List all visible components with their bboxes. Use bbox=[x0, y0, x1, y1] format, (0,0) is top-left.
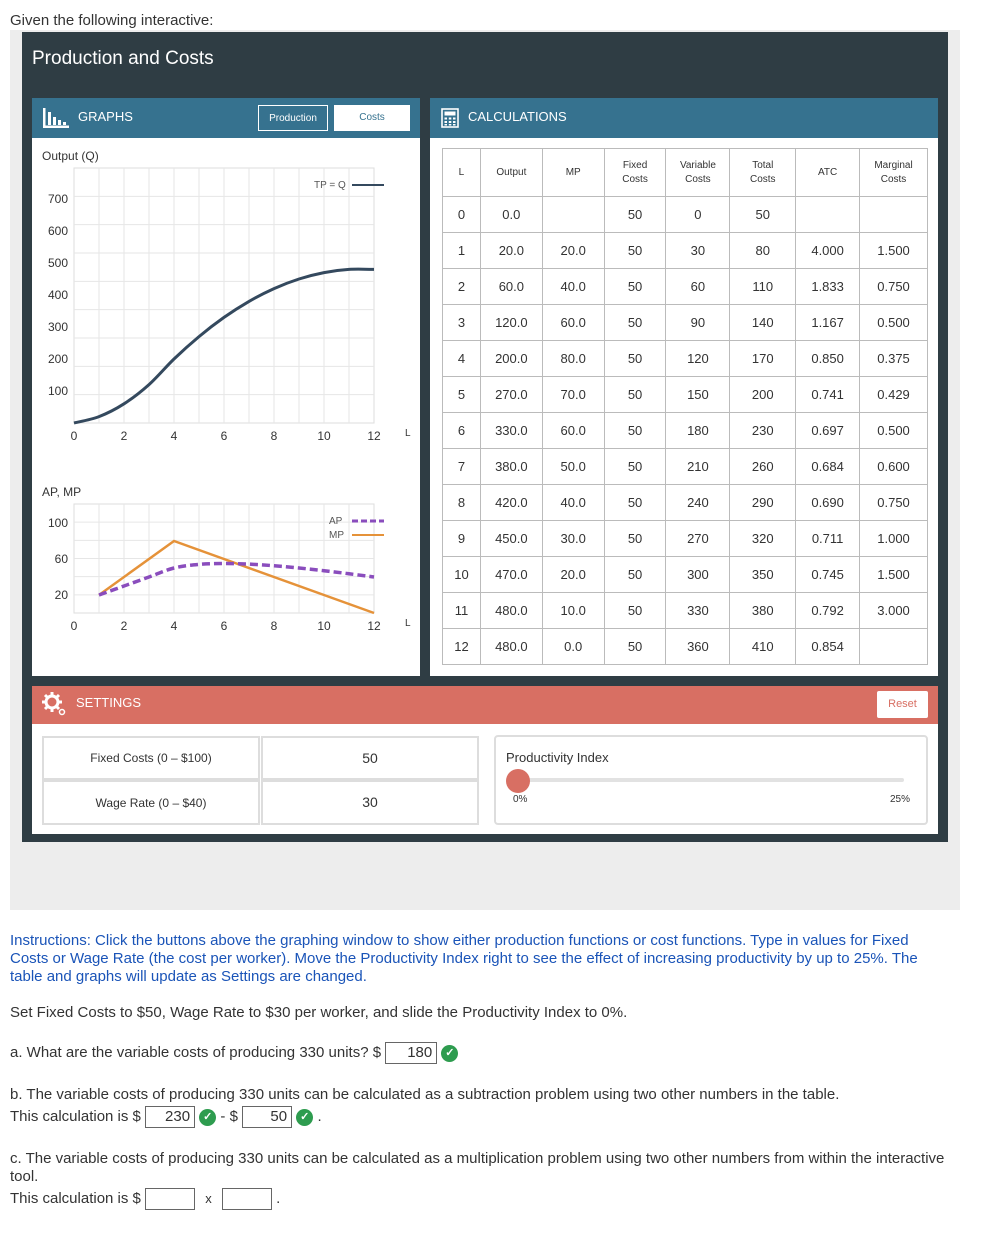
tp-y-ticks bbox=[48, 192, 68, 398]
table-cell: 30 bbox=[666, 233, 730, 269]
productivity-slider-track[interactable] bbox=[506, 778, 904, 782]
ap-curve bbox=[99, 563, 374, 595]
table-row bbox=[443, 557, 928, 593]
table-cell: 0.741 bbox=[796, 377, 860, 413]
table-cell: 120.0 bbox=[480, 305, 542, 341]
table-cell: 50 bbox=[604, 629, 666, 665]
table-cell: 1.000 bbox=[860, 521, 928, 557]
table-cell: 140 bbox=[730, 305, 796, 341]
table-cell: 50 bbox=[604, 197, 666, 233]
apmp-y-ticks bbox=[48, 516, 68, 602]
table-cell: 410 bbox=[730, 629, 796, 665]
table-row bbox=[443, 305, 928, 341]
table-cell: 40.0 bbox=[542, 269, 604, 305]
reset-button[interactable]: Reset bbox=[877, 691, 928, 718]
apmp-x-ticks bbox=[71, 619, 381, 633]
y-tick-label: 20 bbox=[54, 588, 68, 602]
table-row bbox=[443, 485, 928, 521]
table-cell: 150 bbox=[666, 377, 730, 413]
x-tick-label: 0 bbox=[70, 619, 78, 633]
question-c bbox=[10, 1188, 280, 1210]
table-cell: 240 bbox=[666, 485, 730, 521]
table-cell: 20.0 bbox=[480, 233, 542, 269]
tp-x-axis-label: L bbox=[405, 428, 411, 439]
table-cell: 270 bbox=[666, 521, 730, 557]
table-cell: 0 bbox=[443, 197, 481, 233]
table-cell: 0.792 bbox=[796, 593, 860, 629]
productivity-label: Productivity Index bbox=[506, 750, 609, 765]
table-cell: 330.0 bbox=[480, 413, 542, 449]
table-cell: 180 bbox=[666, 413, 730, 449]
table-cell: 50.0 bbox=[542, 449, 604, 485]
table-cell: 360 bbox=[666, 629, 730, 665]
table-cell: 0.684 bbox=[796, 449, 860, 485]
table-cell: 50 bbox=[604, 305, 666, 341]
production-toggle[interactable]: Production bbox=[258, 105, 328, 131]
wage-rate-label: Wage Rate (0 – $40) bbox=[95, 796, 207, 810]
table-cell: 200.0 bbox=[480, 341, 542, 377]
table-cell bbox=[860, 629, 928, 665]
x-tick-label: 10 bbox=[317, 429, 331, 443]
table-cell: 230 bbox=[730, 413, 796, 449]
table-cell: 0.690 bbox=[796, 485, 860, 521]
question-c-text: c. The variable costs of producing 330 units can be calculated as a multiplication problem using two other numbers from within the interactive tool. bbox=[10, 1150, 945, 1185]
table-cell: 80.0 bbox=[542, 341, 604, 377]
table-row bbox=[443, 629, 928, 665]
table-row bbox=[443, 197, 928, 233]
table-cell: 5 bbox=[443, 377, 481, 413]
table-cell: 0.0 bbox=[480, 197, 542, 233]
minus-sign: - $ bbox=[220, 1107, 238, 1125]
table-cell: 200 bbox=[730, 377, 796, 413]
productivity-slider-thumb[interactable] bbox=[506, 769, 530, 793]
checkmark-icon: ✓ bbox=[441, 1045, 458, 1062]
tp-grid bbox=[74, 168, 374, 423]
calc-table bbox=[442, 148, 928, 665]
checkmark-icon: ✓ bbox=[199, 1109, 216, 1126]
table-row bbox=[443, 233, 928, 269]
graphs-area bbox=[32, 138, 420, 676]
table-cell: 50 bbox=[604, 269, 666, 305]
table-header-cell: MP bbox=[542, 149, 604, 197]
table-cell: 80 bbox=[730, 233, 796, 269]
checkmark-icon: ✓ bbox=[296, 1109, 313, 1126]
table-cell: 12 bbox=[443, 629, 481, 665]
table-header-cell: ATC bbox=[796, 149, 860, 197]
x-tick-label: 2 bbox=[120, 619, 128, 633]
tp-y-axis-label: Output (Q) bbox=[42, 149, 99, 163]
table-cell: 0.375 bbox=[860, 341, 928, 377]
x-tick-label: 4 bbox=[170, 429, 178, 443]
x-tick-label: 8 bbox=[270, 619, 278, 633]
table-row bbox=[443, 521, 928, 557]
table-cell: 480.0 bbox=[480, 593, 542, 629]
table-cell: 6 bbox=[443, 413, 481, 449]
wage-rate-input[interactable]: 30 bbox=[261, 780, 479, 825]
instructions: Instructions: Click the buttons above the graphing window to show either production functions or cost functions. Type in values for Fixed Costs or Wage Rate (the cost per worker). Move the Productivity Index right to see the effect of increasing productivity by up to 25%. The table and graphs will update as Settings are changed. bbox=[10, 932, 918, 985]
y-tick-label: 500 bbox=[47, 256, 68, 270]
table-header-row bbox=[443, 149, 928, 197]
table-cell: 8 bbox=[443, 485, 481, 521]
table-cell: 1.500 bbox=[860, 233, 928, 269]
calculator-icon bbox=[441, 108, 459, 128]
table-cell: 380.0 bbox=[480, 449, 542, 485]
table-cell bbox=[542, 197, 604, 233]
table-header-cell: Total Costs bbox=[730, 149, 796, 197]
y-tick-label: 100 bbox=[47, 384, 68, 398]
y-tick-label: 200 bbox=[47, 352, 68, 366]
productivity-max: 25% bbox=[890, 794, 911, 805]
y-tick-label: 100 bbox=[47, 516, 68, 530]
x-tick-label: 12 bbox=[367, 619, 381, 633]
table-cell: 380 bbox=[730, 593, 796, 629]
table-cell: 50 bbox=[604, 521, 666, 557]
question-a bbox=[10, 1042, 458, 1064]
table-header-cell: Variable Costs bbox=[666, 149, 730, 197]
table-cell: 50 bbox=[604, 557, 666, 593]
table-cell: 0.854 bbox=[796, 629, 860, 665]
answer-c2-input[interactable] bbox=[222, 1188, 272, 1210]
table-cell: 1 bbox=[443, 233, 481, 269]
fixed-costs-label: Fixed Costs (0 – $100) bbox=[90, 751, 212, 765]
table-cell: 4 bbox=[443, 341, 481, 377]
bar-chart-icon bbox=[42, 107, 70, 129]
table-cell bbox=[860, 197, 928, 233]
table-cell: 0.750 bbox=[860, 485, 928, 521]
table-cell: 0.711 bbox=[796, 521, 860, 557]
table-cell: 50 bbox=[604, 593, 666, 629]
table-cell: 50 bbox=[604, 485, 666, 521]
table-cell: 270.0 bbox=[480, 377, 542, 413]
table-header-cell: Output bbox=[480, 149, 542, 197]
table-row bbox=[443, 593, 928, 629]
table-cell: 11 bbox=[443, 593, 481, 629]
table-cell bbox=[796, 197, 860, 233]
table-cell: 30.0 bbox=[542, 521, 604, 557]
table-cell: 1.833 bbox=[796, 269, 860, 305]
intro-text: Given the following interactive: bbox=[10, 12, 214, 29]
table-cell: 90 bbox=[666, 305, 730, 341]
settings-header bbox=[32, 686, 938, 724]
table-cell: 7 bbox=[443, 449, 481, 485]
apmp-y-axis-label: AP, MP bbox=[42, 485, 82, 499]
table-cell: 60.0 bbox=[542, 305, 604, 341]
productivity-min: 0% bbox=[513, 794, 528, 805]
table-cell: 20.0 bbox=[542, 557, 604, 593]
gear-icon bbox=[41, 691, 67, 717]
table-cell: 60.0 bbox=[542, 413, 604, 449]
question-b-end: . bbox=[317, 1107, 322, 1125]
table-cell: 0.429 bbox=[860, 377, 928, 413]
table-cell: 10.0 bbox=[542, 593, 604, 629]
table-cell: 9 bbox=[443, 521, 481, 557]
setup-text: Set Fixed Costs to $50, Wage Rate to $30 per worker, and slide the Productivity Index to 0%. bbox=[10, 1004, 628, 1021]
table-cell: 50 bbox=[604, 233, 666, 269]
apmp-legend bbox=[329, 516, 384, 541]
table-cell: 320 bbox=[730, 521, 796, 557]
table-row bbox=[443, 449, 928, 485]
app-title: Production and Costs bbox=[32, 48, 214, 69]
x-tick-label: 10 bbox=[317, 619, 331, 633]
answer-a-input[interactable]: 180 bbox=[385, 1042, 437, 1064]
table-cell: 0.697 bbox=[796, 413, 860, 449]
table-cell: 110 bbox=[730, 269, 796, 305]
legend-mp-label: MP bbox=[329, 530, 344, 541]
table-cell: 0.500 bbox=[860, 305, 928, 341]
y-tick-label: 700 bbox=[47, 192, 68, 206]
table-cell: 470.0 bbox=[480, 557, 542, 593]
apmp-x-axis-label: L bbox=[405, 618, 411, 629]
table-cell: 210 bbox=[666, 449, 730, 485]
table-cell: 420.0 bbox=[480, 485, 542, 521]
table-header-cell: L bbox=[443, 149, 481, 197]
table-body bbox=[443, 197, 928, 665]
table-header-cell: Fixed Costs bbox=[604, 149, 666, 197]
table-cell: 50 bbox=[604, 341, 666, 377]
table-cell: 350 bbox=[730, 557, 796, 593]
x-tick-label: 8 bbox=[270, 429, 278, 443]
table-cell: 0 bbox=[666, 197, 730, 233]
y-tick-label: 60 bbox=[54, 552, 68, 566]
table-cell: 480.0 bbox=[480, 629, 542, 665]
table-cell: 0.750 bbox=[860, 269, 928, 305]
table-cell: 50 bbox=[730, 197, 796, 233]
table-cell: 60.0 bbox=[480, 269, 542, 305]
table-cell: 60 bbox=[666, 269, 730, 305]
question-a-text: a. What are the variable costs of producing 330 units? $ bbox=[10, 1043, 382, 1061]
table-cell: 330 bbox=[666, 593, 730, 629]
x-tick-label: 12 bbox=[367, 429, 381, 443]
costs-toggle[interactable]: Costs bbox=[334, 105, 410, 131]
question-b-text: b. The variable costs of producing 330 units can be calculated as a subtraction problem using two other numbers in the table. bbox=[10, 1086, 840, 1103]
x-tick-label: 6 bbox=[220, 429, 228, 443]
legend-ap-label: AP bbox=[329, 516, 343, 527]
question-b-lead: This calculation is $ bbox=[10, 1107, 141, 1125]
question-b bbox=[10, 1106, 322, 1128]
table-row bbox=[443, 377, 928, 413]
table-cell: 170 bbox=[730, 341, 796, 377]
table-cell: 10 bbox=[443, 557, 481, 593]
table-cell: 260 bbox=[730, 449, 796, 485]
fixed-costs-input[interactable]: 50 bbox=[261, 736, 479, 780]
graphs-header bbox=[32, 98, 420, 138]
legend-tp-label: TP = Q bbox=[314, 180, 346, 191]
table-cell: 50 bbox=[604, 413, 666, 449]
question-c-lead: This calculation is $ bbox=[10, 1189, 141, 1207]
table-cell: 0.500 bbox=[860, 413, 928, 449]
table-cell: 70.0 bbox=[542, 377, 604, 413]
table-cell: 0.745 bbox=[796, 557, 860, 593]
x-tick-label: 0 bbox=[70, 429, 78, 443]
calc-label: CALCULATIONS bbox=[468, 109, 567, 124]
table-cell: 290 bbox=[730, 485, 796, 521]
table-cell: 0.850 bbox=[796, 341, 860, 377]
table-cell: 2 bbox=[443, 269, 481, 305]
table-cell: 20.0 bbox=[542, 233, 604, 269]
table-cell: 450.0 bbox=[480, 521, 542, 557]
table-cell: 50 bbox=[604, 449, 666, 485]
y-tick-label: 600 bbox=[47, 224, 68, 238]
table-cell: 1.167 bbox=[796, 305, 860, 341]
table-cell: 40.0 bbox=[542, 485, 604, 521]
table-cell: 3 bbox=[443, 305, 481, 341]
table-cell: 50 bbox=[604, 377, 666, 413]
answer-b2-input[interactable]: 50 bbox=[242, 1106, 292, 1128]
table-row bbox=[443, 269, 928, 305]
answer-b1-input[interactable]: 230 bbox=[145, 1106, 195, 1128]
x-tick-label: 2 bbox=[120, 429, 128, 443]
table-row bbox=[443, 341, 928, 377]
table-cell: 120 bbox=[666, 341, 730, 377]
table-cell: 4.000 bbox=[796, 233, 860, 269]
settings-label: SETTINGS bbox=[76, 695, 142, 710]
calc-header bbox=[430, 98, 938, 138]
x-tick-label: 6 bbox=[220, 619, 228, 633]
table-header-cell: Marginal Costs bbox=[860, 149, 928, 197]
answer-c1-input[interactable] bbox=[145, 1188, 195, 1210]
question-c-end: . bbox=[276, 1189, 281, 1207]
times-sign: x bbox=[205, 1190, 212, 1206]
table-row bbox=[443, 413, 928, 449]
table-cell: 3.000 bbox=[860, 593, 928, 629]
table-cell: 0.0 bbox=[542, 629, 604, 665]
y-tick-label: 300 bbox=[47, 320, 68, 334]
table-cell: 300 bbox=[666, 557, 730, 593]
tp-x-ticks bbox=[71, 429, 381, 443]
table-cell: 0.600 bbox=[860, 449, 928, 485]
graphs-label: GRAPHS bbox=[78, 109, 133, 124]
x-tick-label: 4 bbox=[170, 619, 178, 633]
table-cell: 1.500 bbox=[860, 557, 928, 593]
y-tick-label: 400 bbox=[47, 288, 68, 302]
